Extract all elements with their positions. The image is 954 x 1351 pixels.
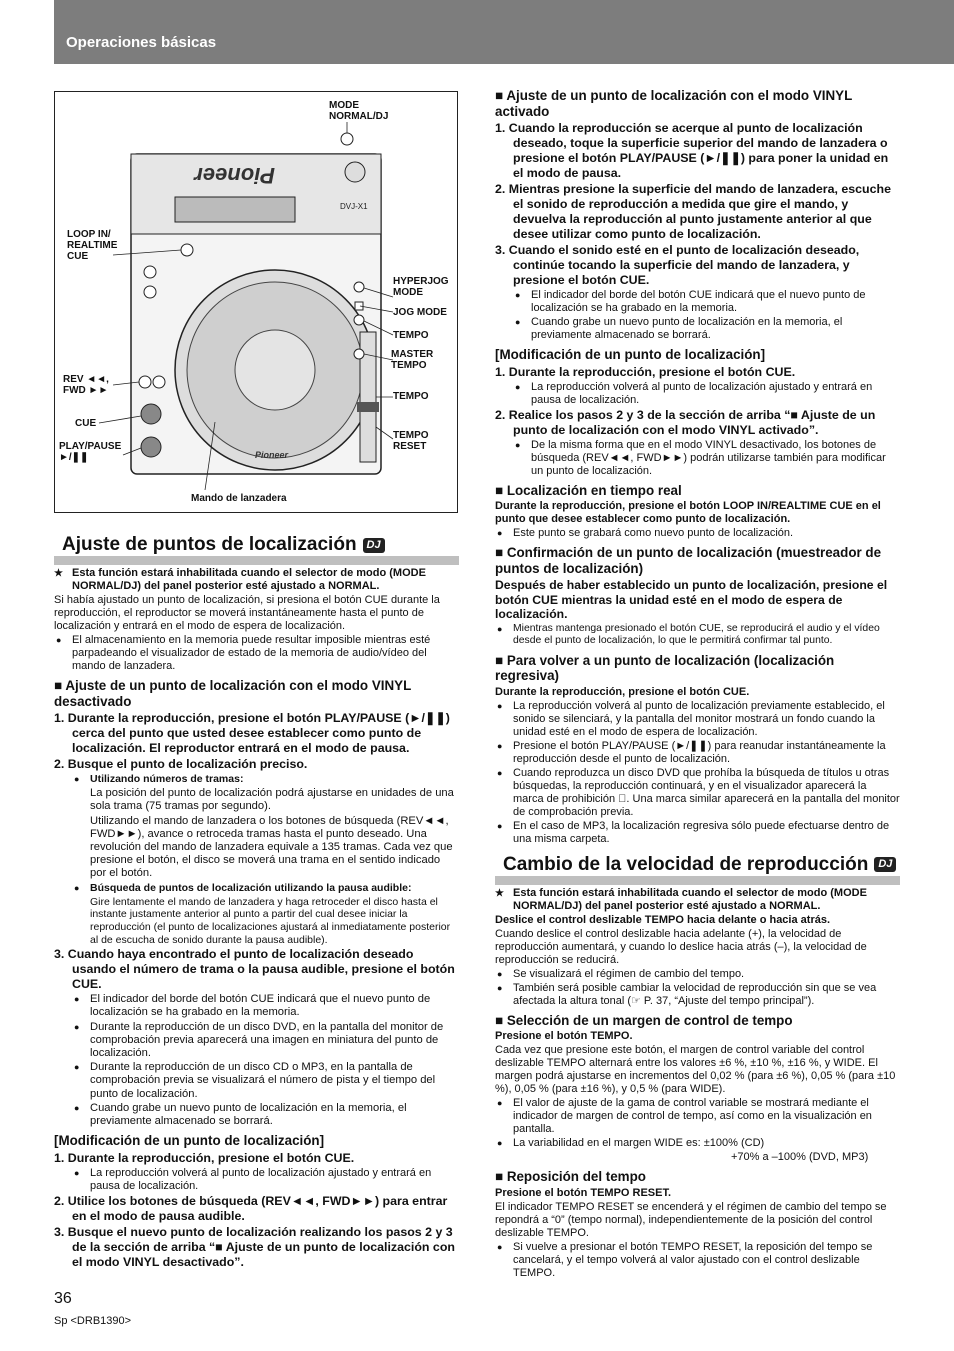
vinyl-step-2: 2. Mientras presione la superficie del mando de lanzadera, escuche el sonido de reproducción a medida que gire el mando, y devuelva la reproducción al punto justamente anterior al que desee utilizar como punto de localización. xyxy=(495,182,891,241)
back-cue-bullet3: ● Cuando reproduzca un disco DVD que prohíba la búsqueda de títulos u otras búsquedas, la reproducción continuará, y en el visualizador aparecerá la marca de prohibición ⃠. Una marca similar aparecerá en la pantalla del monitor de comprobación previa. xyxy=(495,767,900,819)
s3-bullet3: ● Durante la reproducción de un disco CD o MP3, en la pantalla de comprobación previa se visualizará el número de pista y el tiempo del punto de localización. xyxy=(54,1061,459,1101)
range-bullet2-cont: +70% a –100% (DVD, MP3) xyxy=(731,1151,869,1164)
intro-text: Si había ajustado un punto de localización, si presiona el botón CUE durante la reproducción, el reproductor se moverá instantáneamente hasta el punto de localización y entrará en el modo de espera de localización. xyxy=(54,594,440,632)
star-note-2: ★ Esta función estará inhabilitada cuando el selector de modo (MODE NORMAL/DJ) del panel posterior esté ajustado a NORMAL. xyxy=(495,887,900,913)
page-number: 36 xyxy=(54,1290,72,1307)
mod-step-1: 1. Durante la reproducción, presione el botón CUE. xyxy=(54,1150,355,1165)
mod2-step-2-bullet: ● De la misma forma que en el modo VINYL desactivado, los botones de búsqueda (REV◄◄, FWD►►) podrán utilizarse también para modificar un punto de localización. xyxy=(495,439,900,478)
label-tempo: TEMPO xyxy=(393,330,429,341)
range-bullet1: ● El valor de ajuste de la gama de control variable se mostrará mediante el indicador de margen de control de tempo, así como en la visualización en pantalla. xyxy=(495,1097,900,1136)
heading-vinyl-on: ■ Ajuste de un punto de localización con el modo VINYL activado xyxy=(495,88,900,119)
heading-back-cue: ■ Para volver a un punto de localización (localización regresiva) xyxy=(495,653,900,684)
back-cue-bullet2: ● Presione el botón PLAY/PAUSE (►/❚❚) para reanudar instantáneamente la reproducción desde el punto de localización. xyxy=(495,740,900,766)
label-jog-mode: JOG MODE xyxy=(393,307,447,318)
label-rev-fwd: REV ◄◄, FWD ►► xyxy=(63,374,109,396)
header-title: Operaciones básicas xyxy=(66,34,217,51)
label-loop: LOOP IN/ REALTIME CUE xyxy=(67,229,118,262)
s2-bullet1-text2: Utilizando el mando de lanzadera o los botones de búsqueda (REV◄◄, FWD►►), avance o retroceda tramas hasta el punto deseado. Una revolución del mando de lanzadera equivale a 135 tramas. Cada vez que presione el botón, el disco se moverá una trama en el sentido indicado por el botón. xyxy=(90,814,453,880)
s3-bullet2: ● Durante la reproducción de un disco DVD, en la pantalla del monitor de comprobación previa aparecerá una imagen en miniatura del punto de localización. xyxy=(54,1021,459,1061)
back-cue-bullet4: ● En el caso de MP3, la localización regresiva sólo puede efectuarse dentro de una misma carpeta. xyxy=(495,820,900,846)
step-2: 2. Busque el punto de localización preciso. xyxy=(54,757,308,771)
brand-logo: Pioneer xyxy=(255,450,289,460)
right-column xyxy=(495,88,900,1281)
confirmation-bullet: ● Mientras mantenga presionado el botón CUE, se reproducirá el audio y el vídeo desde el punto de localización, lo que le permitirá confirmar tal punto. xyxy=(495,623,900,648)
range-text: Cada vez que presione este botón, el margen de control variable del control deslizable TEMPO alternará entre los valores ±6 %, ±10 %, ±16 %, y WIDE. El margen podrá ajustarse en incrementos del 0,02 % (para ±6 %), 0,05 % (para ±10 %), 0,05 % (para ±16 %), y 0,5 % (para WIDE). xyxy=(495,1044,896,1096)
label-jog-dial: Mando de lanzadera xyxy=(191,493,287,504)
vinyl-step-1: 1. Cuando la reproducción se acerque al punto de localización deseado, toque la superficie superior del mando de lanzadera o presione el botón PLAY/PAUSE (►/❚❚) para poner la unidad en el modo de pausa. xyxy=(495,121,889,180)
label-cue: CUE xyxy=(75,418,97,429)
realtime-text: Durante la reproducción, presione el botón LOOP IN/REALTIME CUE en el punto que desee establecer como punto de localización. xyxy=(495,500,881,525)
mod2-step-2: 2. Realice los pasos 2 y 3 de la sección de arriba “■ Ajuste de un punto de localización con el modo VINYL activado”. xyxy=(495,407,876,437)
back-cue-text: Durante la reproducción, presione el botón CUE. xyxy=(495,685,750,698)
header-bar xyxy=(54,0,954,64)
mod2-step-1: 1. Durante la reproducción, presione el botón CUE. xyxy=(495,364,796,379)
dj-badge-2: DJ xyxy=(874,857,896,872)
reset-bold: Presione el botón TEMPO RESET. xyxy=(495,1186,672,1199)
s3-bullet4: ● Cuando grabe un nuevo punto de localización en la memoria, el previamente almacenado se borrará. xyxy=(54,1102,459,1128)
label-mode: MODE NORMAL/DJ xyxy=(329,100,389,122)
heading-modification: [Modificación de un punto de localización] xyxy=(54,1133,325,1149)
heading-realtime: ■ Localización en tiempo real xyxy=(495,483,900,499)
s3-bullet1: ● El indicador del borde del botón CUE indicará que el nuevo punto de localización se ha grabado en la memoria. xyxy=(54,993,459,1019)
label-tempo-reset: TEMPO RESET xyxy=(393,430,429,452)
s2-bullet2-text: Gire lentamente el mando de lanzadera y haga retroceder el disco hasta el instante justamente anterior al punto a partir del cual desee iniciar la reproducción (el punto de localizaciones ajustará al inmediatamente posterior al de escucha de sonido durante la pausa audible). xyxy=(90,895,451,946)
heading-modification-2: [Modificación de un punto de localización] xyxy=(495,347,766,362)
mod2-step-1-bullet: ● La reproducción volverá al punto de localización ajustado y entrará en pausa de localización. xyxy=(495,381,900,407)
range-bullet2: ● La variabilidad en el margen WIDE es: ±100% (CD) xyxy=(495,1137,900,1150)
tempo-bullet1: ● Se visualizará el régimen de cambio del tempo. xyxy=(495,968,900,981)
range-bold: Presione el botón TEMPO. xyxy=(495,1030,633,1043)
vinyl-step-3-bullet2: ● Cuando grabe un nuevo punto de localización en la memoria, el previamente almacenado se borrará. xyxy=(495,316,900,342)
label-play-pause: PLAY/PAUSE ►/❚❚ xyxy=(59,441,122,463)
brand-logo-flipped: Pioneer xyxy=(194,163,275,188)
s2-bullet1-title: ● Utilizando números de tramas: xyxy=(54,773,459,786)
vinyl-step-3: 3. Cuando el sonido esté en el punto de localización deseado, continúe tocando la superficie del mando de lanzadera, y presione el botón CUE. xyxy=(495,243,860,287)
tempo-bullet2: ● También será posible cambiar la velocidad de reproducción sin que se vea afectada la altura tonal (☞ P. 37, “Ajuste del tempo principal”). xyxy=(495,982,900,1008)
section-heading-tempo xyxy=(495,854,900,885)
dj-badge: DJ xyxy=(363,538,385,553)
star-note: ★ Esta función estará inhabilitada cuando el selector de modo (MODE NORMAL/DJ) del panel posterior esté ajustado a NORMAL. xyxy=(54,567,459,593)
reset-text: El indicador TEMPO RESET se encenderá y el régimen de cambio del tempo se repondrá a “0” (tempo normal), independientemente de la posición del control deslizable TEMPO. xyxy=(495,1200,887,1239)
mod-step-3: 3. Busque el nuevo punto de localización realizando los pasos 2 y 3 de la sección de arriba “■ Ajuste de un punto de localización con el modo VINYL desactivado”. xyxy=(54,1224,455,1269)
reset-bullet: ● Si vuelve a presionar el botón TEMPO RESET, la reposición del tempo se cancelará, y el tempo volverá al valor ajustado con el control deslizable TEMPO. xyxy=(495,1241,900,1280)
step-3: 3. Cuando haya encontrado el punto de localización deseado usando el número de trama o la pausa audible, presione el botón CUE. xyxy=(54,947,455,992)
tempo-bold: Deslice el control deslizable TEMPO hacia delante o hacia atrás. xyxy=(495,913,831,926)
s2-bullet1-text1: La posición del punto de localización podrá ajustarse en unidades de una sola trama (75 tramas por segundo). xyxy=(90,787,454,813)
heading-tempo-range: ■ Selección de un margen de control de tempo xyxy=(495,1013,900,1029)
section-title: Ajuste de puntos de localización xyxy=(62,534,357,555)
label-tempo-slider: TEMPO xyxy=(393,391,429,402)
back-cue-bullet1: ● La reproducción volverá al punto de localización previamente establecido, el sonido se silenciará, y la pantalla del monitor mostrará un fondo cuando la unidad esté en el modo de espera de localización. xyxy=(495,700,900,739)
s2-bullet2-title: ● Búsqueda de puntos de localización utilizando la pausa audible: xyxy=(54,882,459,895)
label-hyperjog: HYPERJOG MODE xyxy=(393,276,449,298)
model-label: DVJ-X1 xyxy=(340,202,368,211)
realtime-bullet: ● Este punto se grabará como nuevo punto de localización. xyxy=(495,527,900,540)
section2-title: Cambio de la velocidad de reproducción xyxy=(503,853,869,875)
step-1: 1. Durante la reproducción, presione el botón PLAY/PAUSE (►/❚❚) cerca del punto que usted desee establecer como punto de localización. El reproductor entrará en el modo de pausa. xyxy=(54,711,450,755)
section-heading-cue xyxy=(54,534,459,565)
heading-tempo-reset: ■ Reposición del tempo xyxy=(495,1169,900,1185)
label-master-tempo: MASTER TEMPO xyxy=(391,349,434,371)
vinyl-step-3-bullet1: ● El indicador del borde del botón CUE indicará que el nuevo punto de localización se ha grabado en la memoria. xyxy=(495,289,900,315)
left-column xyxy=(54,534,459,1271)
device-figure xyxy=(54,91,458,513)
mod-step-1-bullet: ● La reproducción volverá al punto de localización ajustado y entrará en pausa de localización. xyxy=(54,1167,459,1193)
heading-vinyl-off: ■ Ajuste de un punto de localización con el modo VINYL desactivado xyxy=(54,678,459,709)
mod-step-2: 2. Utilice los botones de búsqueda (REV◄◄, FWD►►) para entrar en el modo de pausa audible. xyxy=(54,1193,448,1223)
confirmation-text: Después de haber establecido un punto de localización, presione el botón CUE mientras la unidad esté en el modo de espera de localización. xyxy=(495,578,888,621)
doc-code: Sp <DRB1390> xyxy=(54,1315,132,1327)
intro-bullet: ● El almacenamiento en la memoria puede resultar imposible mientras esté parpadeando el visualizador de estado de la memoria de audio/vídeo del mando de lanzadera. xyxy=(54,634,459,673)
heading-confirmation: ■ Confirmación de un punto de localización (muestreador de puntos de localización) xyxy=(495,545,900,576)
tempo-text: Cuando deslice el control deslizable hacia adelante (+), la velocidad de reproducción aumentará, y cuando lo deslice hacia atrás (–), la velocidad de reproducción se reducirá. xyxy=(495,927,867,966)
